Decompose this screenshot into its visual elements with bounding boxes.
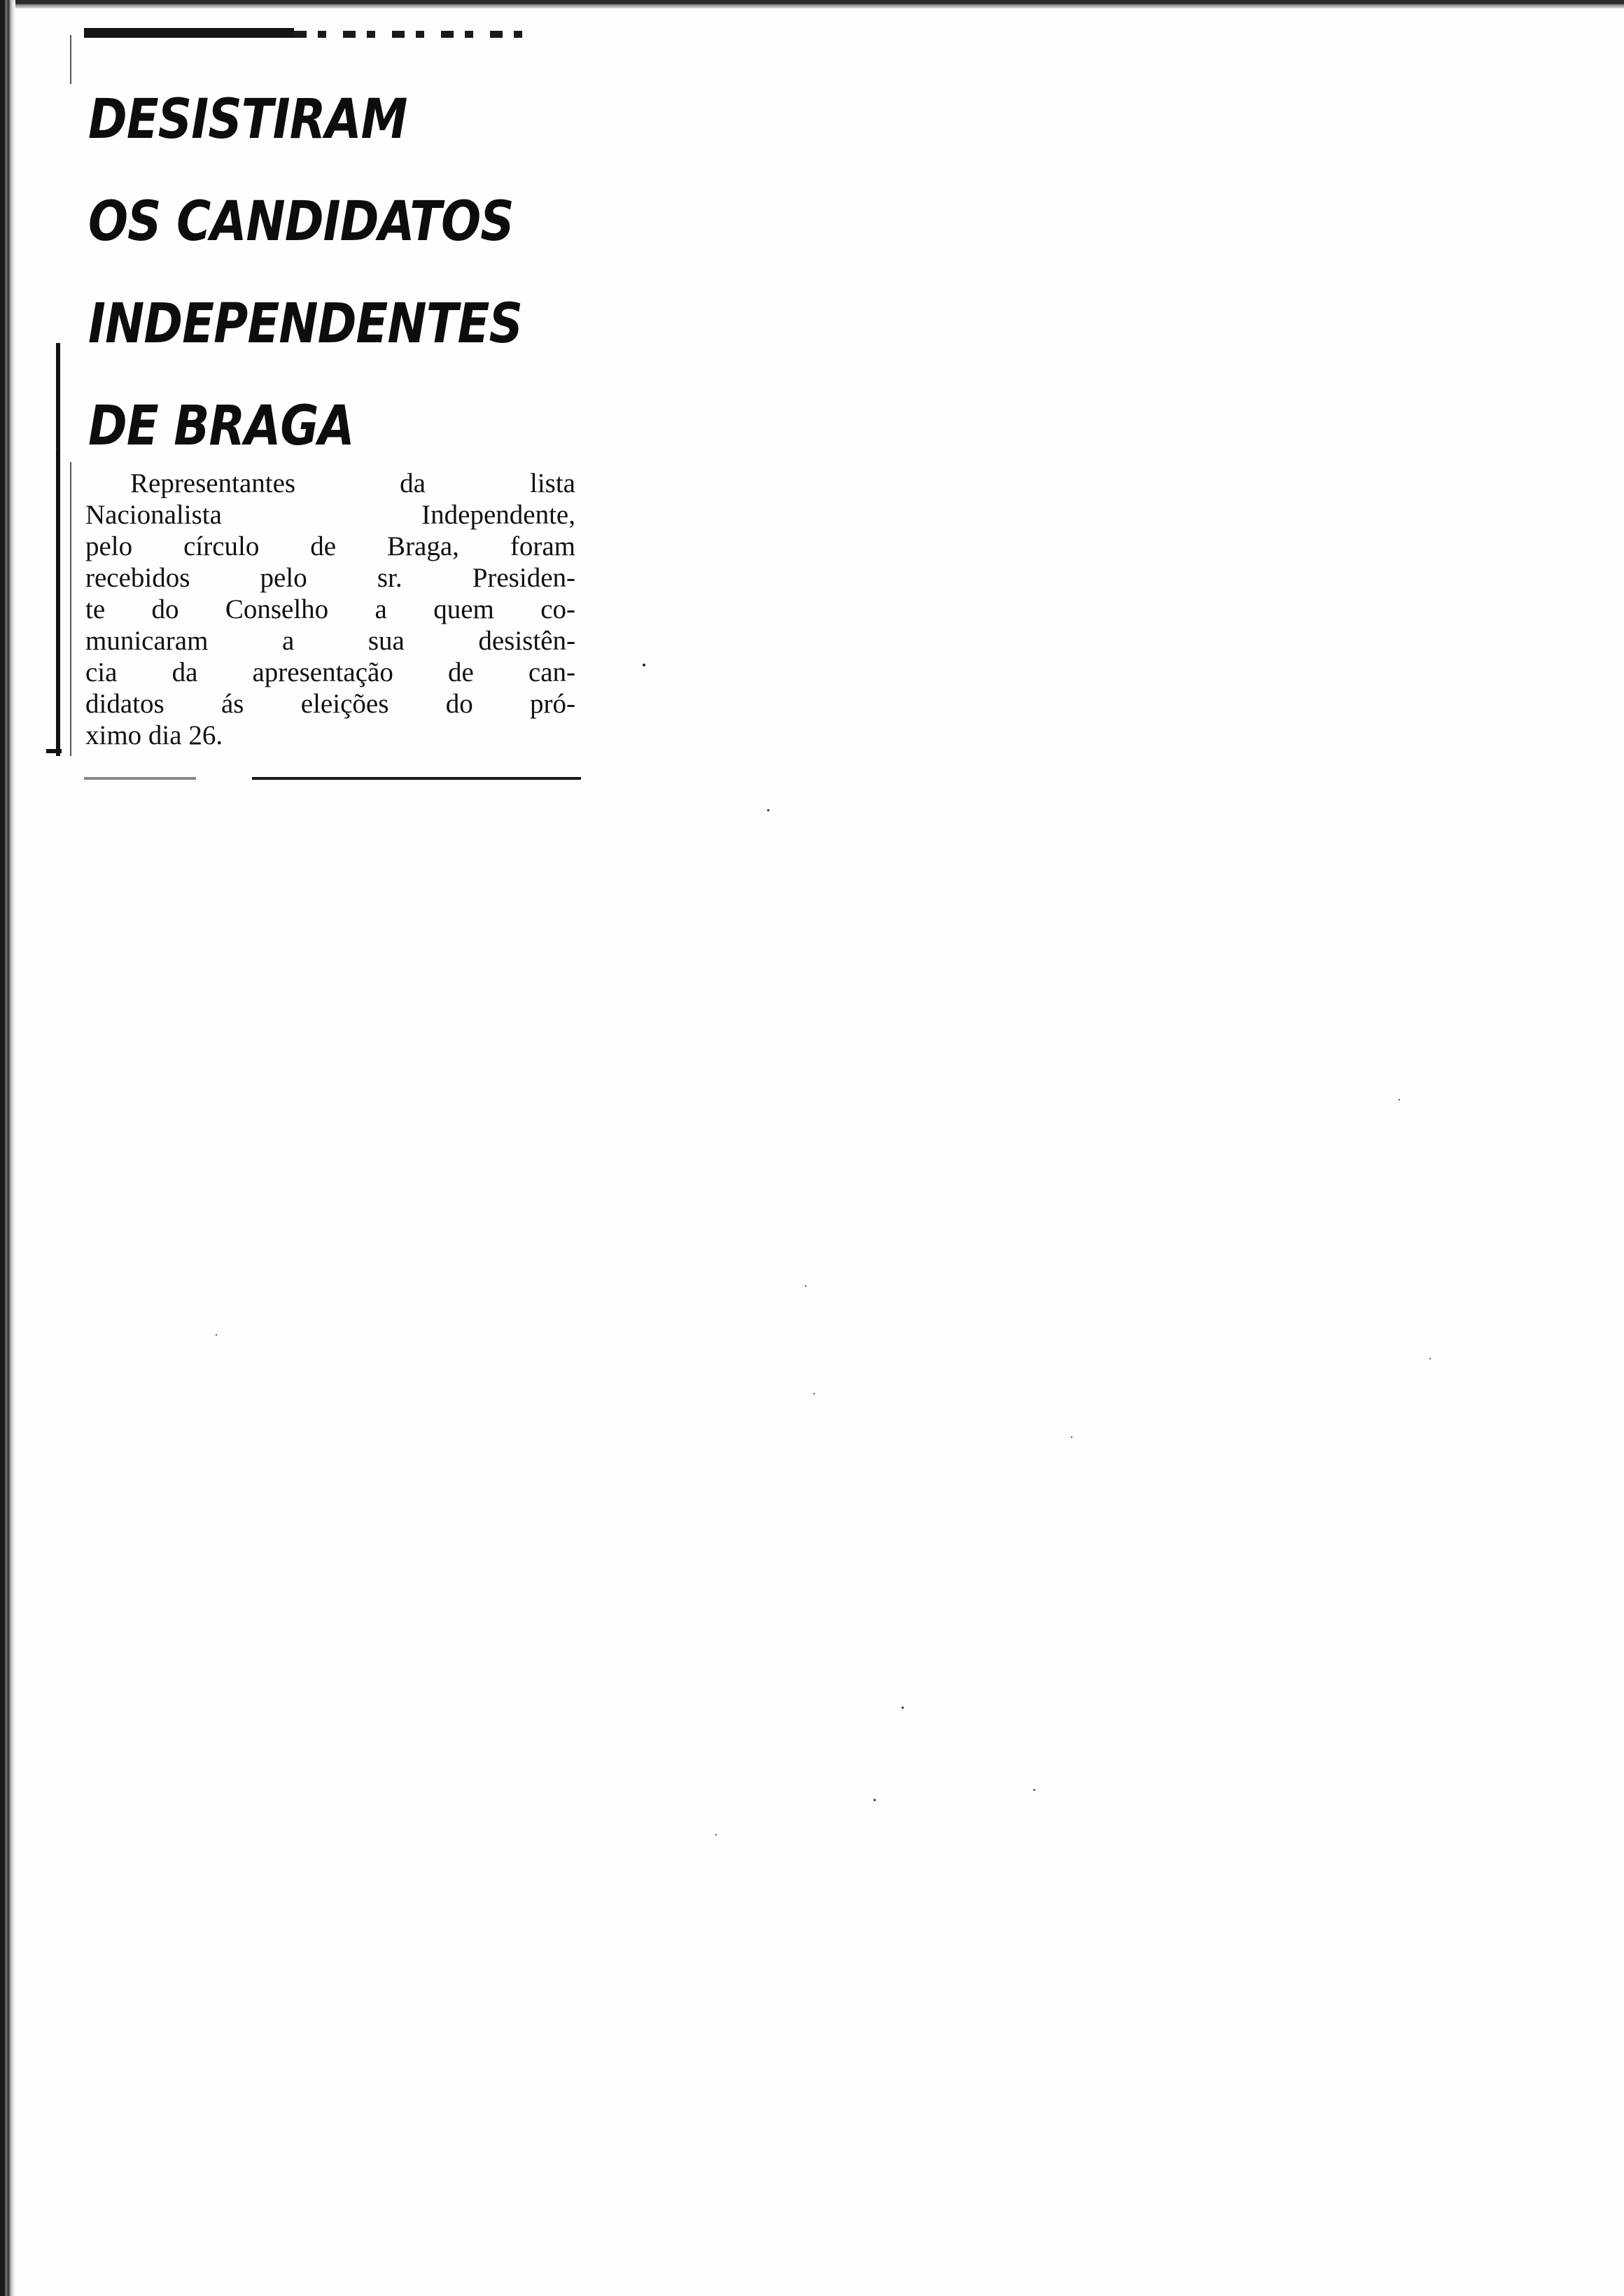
- body-line-2: Nacionalista Independente,: [85, 500, 575, 530]
- scan-speck: [874, 1799, 876, 1801]
- newspaper-clipping: [42, 28, 575, 763]
- clipping-left-rule-foot: [46, 749, 62, 753]
- article-headline: [88, 69, 522, 477]
- headline-line-1: DESISTIRAM: [88, 88, 407, 151]
- scan-speck: [767, 809, 769, 811]
- scan-speck: [1071, 1436, 1072, 1438]
- scan-speck: [1033, 1789, 1035, 1791]
- scan-speck: [1429, 1358, 1431, 1359]
- clipping-bottom-rule: [84, 777, 581, 780]
- body-line-8: didatos ás eleições do pró-: [85, 689, 575, 719]
- body-line-4: recebidos pelo sr. Presiden-: [85, 563, 575, 593]
- headline-line-2: OS CANDIDATOS: [88, 190, 514, 253]
- clipping-cut-fragments: [294, 31, 525, 38]
- clipping-left-thin-rule: [70, 462, 71, 756]
- body-line-5: te do Conselho a quem co-: [85, 594, 575, 624]
- body-line-9: ximo dia 26.: [85, 720, 223, 750]
- scan-speck: [715, 1834, 717, 1835]
- headline-line-4: DE BRAGA: [88, 395, 354, 458]
- scan-top-edge: [0, 0, 1624, 8]
- body-line-6: municaram a sua desistên-: [85, 626, 575, 656]
- body-line-1: Representantes da lista: [130, 468, 575, 498]
- scan-speck: [643, 664, 645, 666]
- headline-line-3: INDEPENDENTES: [88, 293, 523, 356]
- scan-speck: [216, 1334, 217, 1336]
- article-body: [85, 468, 575, 751]
- scan-left-edge: [0, 0, 15, 2296]
- clipping-left-thin-rule-top: [70, 35, 71, 84]
- scan-speck: [813, 1393, 815, 1394]
- scan-speck: [805, 1285, 806, 1287]
- body-line-7: cia da apresentação de can-: [85, 657, 575, 687]
- body-line-3: pelo círculo de Braga, foram: [85, 531, 575, 561]
- scan-speck: [56, 448, 57, 449]
- clipping-left-rule: [56, 343, 60, 756]
- scan-speck: [1399, 1099, 1400, 1100]
- scan-speck: [902, 1707, 904, 1709]
- clipping-top-rule: [84, 28, 294, 38]
